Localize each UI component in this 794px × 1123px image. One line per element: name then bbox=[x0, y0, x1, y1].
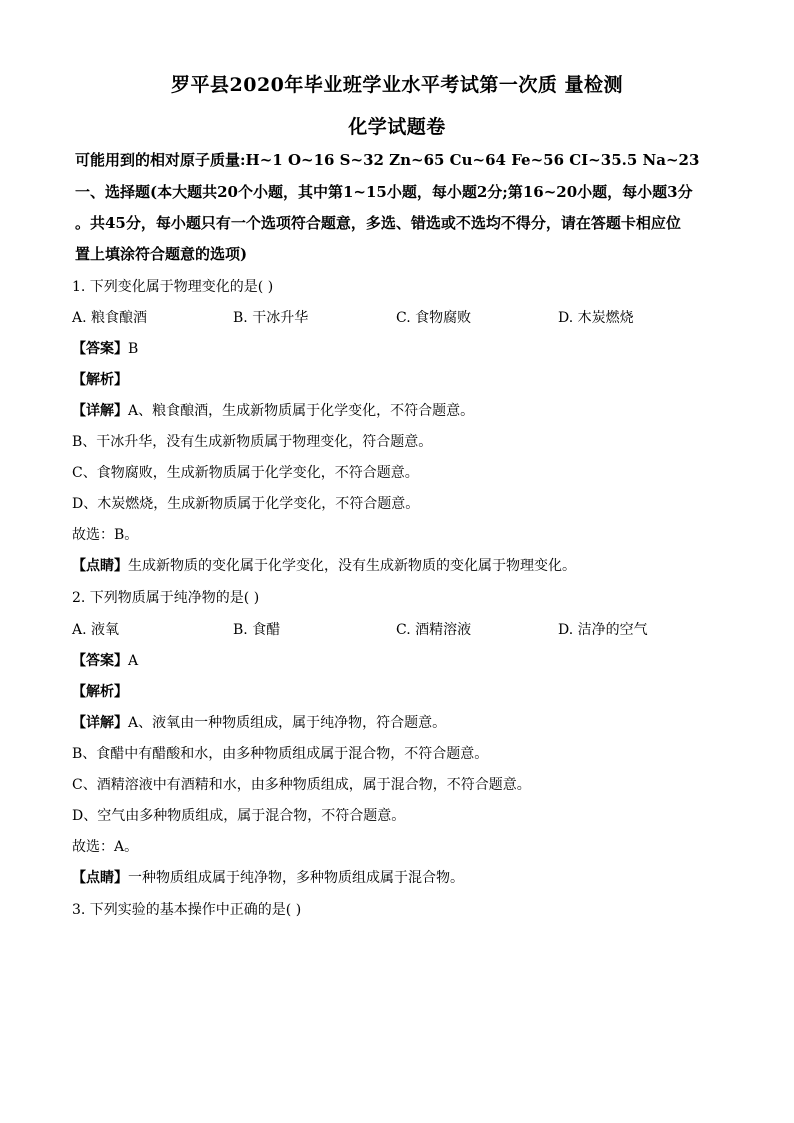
q2-detail-d: D、空气由多种物质组成，属于混合物，不符合题意。 bbox=[72, 808, 406, 824]
q1-analysis-tag: 【解析】 bbox=[72, 372, 128, 388]
section-instructions-line-3: 置上填涂符合题意的选项) bbox=[75, 245, 248, 263]
q2-detail bbox=[72, 713, 446, 733]
q2-detail-text: A、液氧由一种物质组成，属于纯净物，符合题意。 bbox=[128, 715, 447, 731]
page-subtitle: 化学试题卷 bbox=[348, 116, 446, 138]
q1-detail-b: B、干冰升华，没有生成新物质属于物理变化，符合题意。 bbox=[72, 434, 433, 450]
q1-conclusion: 故选：B。 bbox=[72, 527, 139, 543]
atomic-masses: 可能用到的相对原子质量:H~1 O~16 S~32 Zn~65 Cu~64 Fe~56 CI~35.5 Na~23 bbox=[75, 151, 700, 169]
q1-comment bbox=[72, 556, 576, 576]
q1-answer bbox=[72, 339, 138, 359]
detail-tag: 【详解】 bbox=[72, 403, 128, 419]
comment-tag: 【点睛】 bbox=[72, 558, 128, 574]
q2-analysis-tag: 【解析】 bbox=[72, 684, 128, 700]
q2-comment bbox=[72, 868, 464, 888]
q1-option-b: B. 干冰升华 bbox=[233, 310, 309, 326]
q1-option-c: C. 食物腐败 bbox=[396, 310, 472, 326]
q2-option-b: B. 食醋 bbox=[233, 622, 281, 638]
q2-answer-value: A bbox=[128, 653, 139, 669]
q1-detail bbox=[72, 401, 474, 421]
section-instructions-line-1: 一、选择题(本大题共20个小题，其中第1~15小题，每小题2分;第16~20小题，每小题3分 bbox=[75, 183, 693, 201]
comment-tag: 【点睛】 bbox=[72, 870, 128, 886]
q2-detail-b: B、食醋中有醋酸和水，由多种物质组成属于混合物，不符合题意。 bbox=[72, 746, 489, 762]
q2-option-d: D. 洁净的空气 bbox=[558, 622, 648, 638]
q2-conclusion: 故选：A。 bbox=[72, 839, 139, 855]
q1-comment-text: 生成新物质的变化属于化学变化，没有生成新物质的变化属于物理变化。 bbox=[128, 558, 576, 574]
q1-option-a: A. 粮食酿酒 bbox=[72, 310, 148, 326]
q2-answer bbox=[72, 651, 138, 671]
answer-tag: 【答案】 bbox=[72, 341, 128, 357]
q1-option-d: D. 木炭燃烧 bbox=[558, 310, 634, 326]
section-instructions-line-2: 。共45分，每小题只有一个选项符合题意，多选、错选或不选均不得分，请在答题卡相应位 bbox=[75, 214, 681, 232]
q1-detail-text: A、粮食酿酒，生成新物质属于化学变化，不符合题意。 bbox=[128, 403, 475, 419]
q2-option-a: A. 液氧 bbox=[72, 622, 120, 638]
q2-stem: 2. 下列物质属于纯净物的是( ) bbox=[72, 590, 260, 606]
q2-detail-c: C、酒精溶液中有酒精和水，由多种物质组成，属于混合物，不符合题意。 bbox=[72, 777, 531, 793]
q2-option-c: C. 酒精溶液 bbox=[396, 622, 472, 638]
q1-detail-d: D、木炭燃烧，生成新物质属于化学变化，不符合题意。 bbox=[72, 496, 420, 512]
q2-comment-text: 一种物质组成属于纯净物，多种物质组成属于混合物。 bbox=[128, 870, 464, 886]
q3-stem: 3. 下列实验的基本操作中正确的是( ) bbox=[72, 902, 302, 918]
q1-stem: 1. 下列变化属于物理变化的是( ) bbox=[72, 279, 274, 295]
answer-tag: 【答案】 bbox=[72, 653, 128, 669]
detail-tag: 【详解】 bbox=[72, 715, 128, 731]
q1-detail-c: C、食物腐败，生成新物质属于化学变化，不符合题意。 bbox=[72, 465, 419, 481]
q1-answer-value: B bbox=[128, 341, 139, 357]
page-title: 罗平县2020年毕业班学业水平考试第一次质 量检测 bbox=[171, 74, 623, 96]
